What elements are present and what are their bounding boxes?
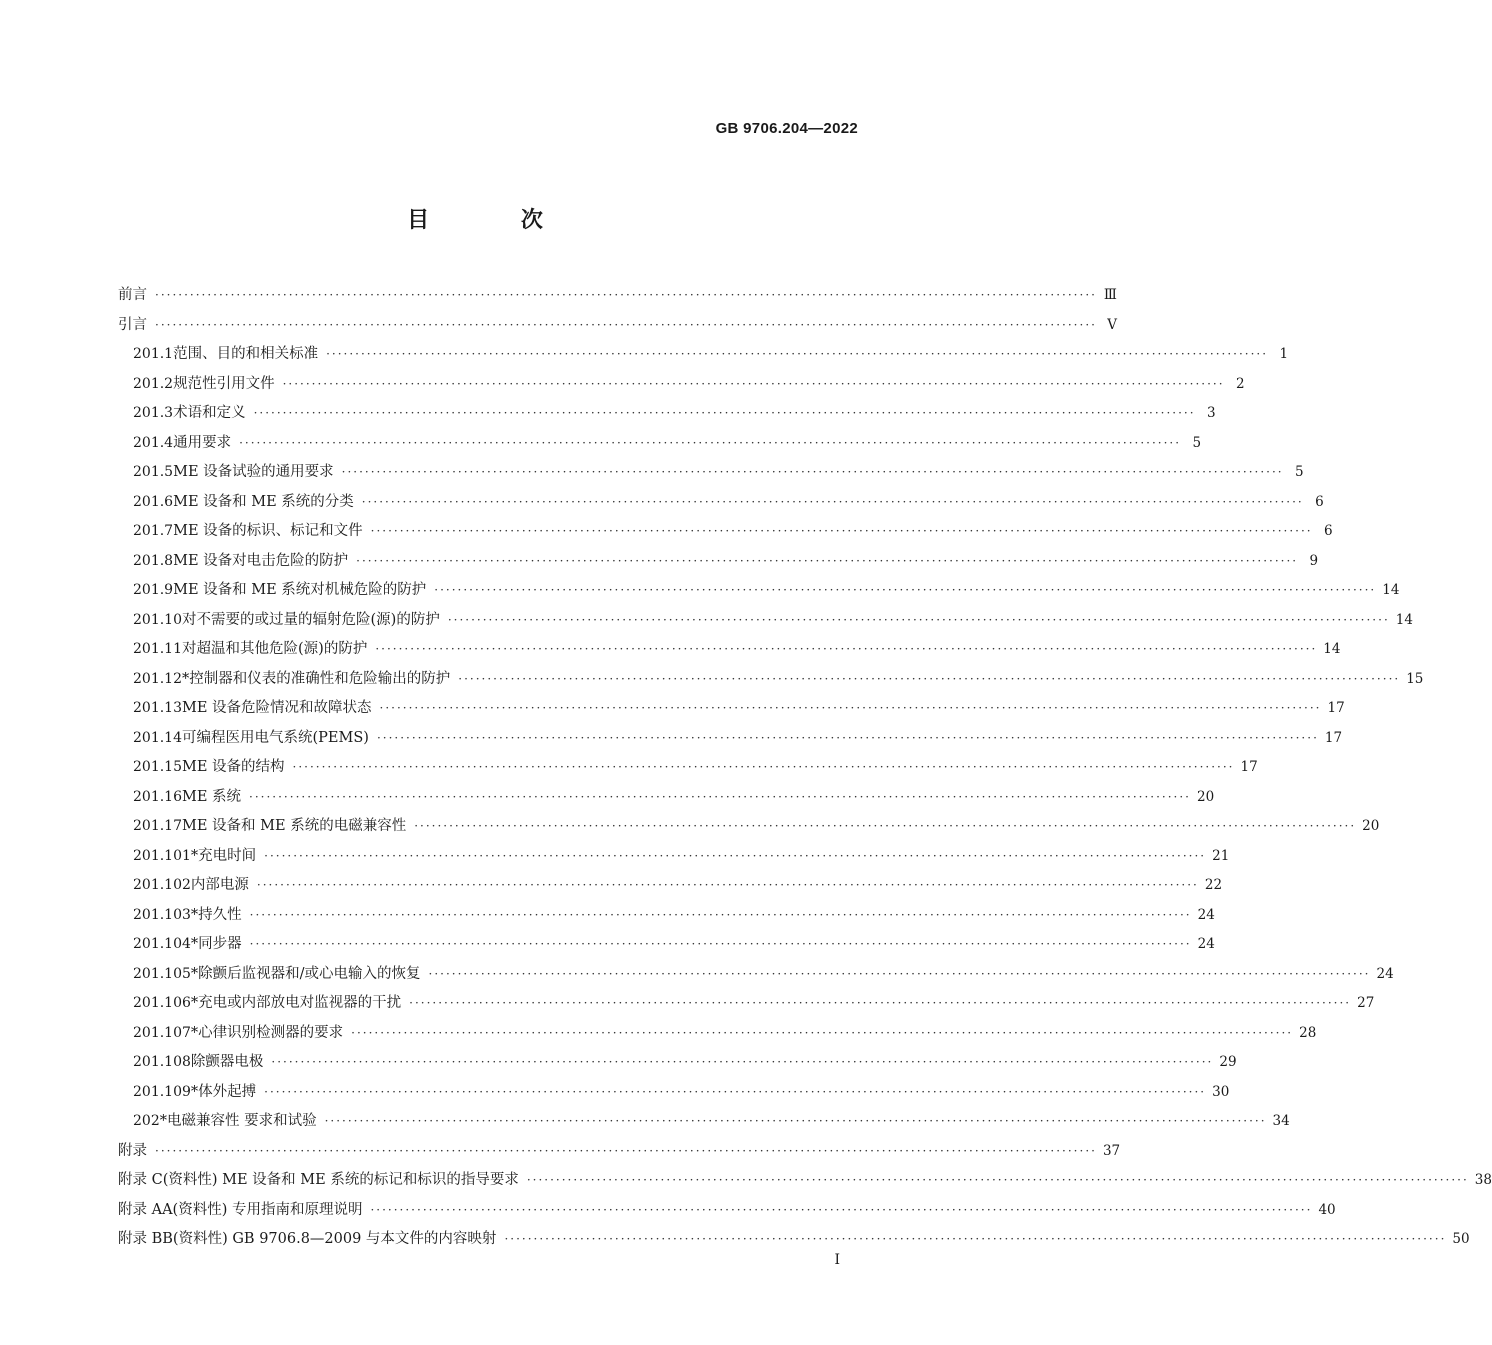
toc-entry-number: 201.101: [133, 847, 191, 864]
toc-leader-dots: [409, 996, 1351, 1010]
toc-entry[interactable]: [118, 1050, 1237, 1080]
toc-entry[interactable]: [118, 372, 1245, 402]
toc-entry-label: 通用要求: [173, 434, 232, 451]
toc-entry-label: *控制器和仪表的准确性和危险输出的防护: [182, 670, 451, 687]
toc-leader-dots: [504, 1232, 1446, 1246]
toc-entry-number: 201.107: [133, 1024, 191, 1041]
toc-entry[interactable]: [118, 342, 1289, 372]
page-title: 目 次: [407, 207, 585, 233]
toc-entry[interactable]: [118, 667, 1424, 697]
toc-leader-dots: [351, 1026, 1293, 1040]
toc-entry[interactable]: [118, 490, 1324, 520]
toc-entry-label: ME 设备和 ME 系统的分类: [173, 493, 354, 510]
toc-entry-page: 38: [1474, 1172, 1492, 1188]
toc-entry[interactable]: [118, 313, 1117, 343]
toc-entry[interactable]: [118, 785, 1215, 815]
toc-entry[interactable]: [118, 844, 1230, 874]
toc-leader-dots: [155, 318, 1097, 332]
toc-entry-label: *体外起搏: [190, 1083, 257, 1100]
toc-entry-page: 14: [1382, 582, 1400, 598]
toc-entry-number: 202: [133, 1113, 160, 1129]
toc-entry-number: 201.11: [133, 641, 182, 657]
toc-entry-page: 28: [1299, 1024, 1317, 1041]
toc-leader-dots: [527, 1173, 1469, 1187]
toc-entry-label: 术语和定义: [173, 405, 246, 421]
table-of-contents: [118, 283, 1492, 1257]
toc-entry-label: ME 设备和 ME 系统对机械危险的防护: [173, 582, 427, 598]
toc-entry[interactable]: [118, 1168, 1492, 1198]
toc-entry-page: 29: [1219, 1054, 1237, 1070]
toc-entry-number: 201.12: [133, 670, 182, 687]
toc-leader-dots: [371, 524, 1313, 538]
toc-leader-dots: [448, 613, 1390, 627]
toc-entry-label: 引言: [118, 316, 147, 333]
toc-leader-dots: [380, 701, 1322, 715]
toc-entry-page: 3: [1206, 405, 1216, 421]
toc-entry[interactable]: [118, 283, 1117, 313]
toc-entry-number: 201.2: [133, 375, 174, 392]
toc-entry-number: 201.4: [133, 434, 174, 451]
toc-entry-page: 17: [1327, 700, 1345, 716]
toc-entry-number: 201.3: [133, 405, 174, 421]
toc-entry[interactable]: [118, 696, 1345, 726]
toc-entry-number: 201.10: [133, 611, 182, 628]
toc-leader-dots: [250, 908, 1192, 922]
toc-entry-label: ME 设备的标识、标记和文件: [173, 523, 363, 539]
toc-entry[interactable]: [118, 578, 1400, 608]
toc-entry-page: 37: [1102, 1142, 1121, 1159]
toc-entry-number: 201.8: [133, 552, 174, 569]
toc-entry-label: *除颤后监视器和/或心电输入的恢复: [190, 965, 421, 982]
toc-leader-dots: [325, 1114, 1267, 1128]
toc-entry-page: 22: [1204, 877, 1223, 893]
toc-leader-dots: [429, 967, 1371, 981]
toc-entry[interactable]: [118, 549, 1319, 579]
toc-entry[interactable]: [118, 431, 1202, 461]
toc-entry[interactable]: [118, 814, 1380, 844]
toc-entry-label: *同步器: [190, 936, 242, 952]
toc-entry-page: 1: [1279, 346, 1289, 362]
toc-entry-page: 9: [1309, 552, 1319, 569]
toc-entry[interactable]: [118, 460, 1304, 490]
toc-leader-dots: [414, 819, 1356, 833]
toc-leader-dots: [356, 554, 1298, 568]
toc-leader-dots: [257, 878, 1199, 892]
toc-entry-label: 附录 C(资料性) ME 设备和 ME 系统的标记和标识的指导要求: [118, 1172, 519, 1188]
footer-page-number: I: [834, 1252, 840, 1268]
toc-entry-label: 对不需要的或过量的辐射危险(源)的防护: [182, 611, 440, 628]
toc-leader-dots: [434, 583, 1376, 597]
toc-entry-number: 201.108: [133, 1054, 191, 1070]
toc-leader-dots: [264, 849, 1206, 863]
toc-leader-dots: [254, 406, 1196, 420]
toc-entry-page: 15: [1406, 670, 1424, 687]
toc-entry-page: 14: [1395, 611, 1413, 628]
toc-entry-page: 5: [1295, 464, 1304, 480]
toc-entry-page: 24: [1376, 965, 1394, 982]
toc-entry[interactable]: [118, 637, 1341, 667]
toc-entry-page: 17: [1240, 759, 1258, 775]
toc-entry-page: 14: [1323, 641, 1341, 657]
toc-entry-page: 6: [1315, 493, 1324, 510]
toc-entry-page: 27: [1357, 995, 1375, 1011]
toc-leader-dots: [250, 937, 1192, 951]
toc-leader-dots: [370, 1203, 1312, 1217]
toc-entry-label: ME 设备危险情况和故障状态: [182, 700, 372, 716]
toc-entry[interactable]: [118, 873, 1223, 903]
toc-entry-label: ME 设备试验的通用要求: [173, 464, 334, 480]
toc-entry-number: 201.13: [133, 700, 182, 716]
toc-entry-number: 201.104: [133, 936, 191, 952]
toc-entry-label: ME 设备对电击危险的防护: [173, 552, 349, 569]
toc-entry-page: 24: [1197, 936, 1215, 952]
toc-entry-label: 规范性引用文件: [173, 375, 275, 392]
toc-leader-dots: [375, 642, 1317, 656]
toc-entry-label: ME 设备的结构: [182, 759, 285, 775]
toc-entry[interactable]: [118, 519, 1333, 549]
toc-entry-page: Ⅲ: [1103, 287, 1117, 303]
standard-code: GB 9706.204—2022: [715, 120, 858, 137]
toc-entry-number: 201.109: [133, 1083, 191, 1100]
toc-entry-page: 21: [1212, 847, 1230, 864]
toc-entry-number: 201.102: [133, 877, 191, 893]
toc-entry-number: 201.1: [133, 346, 174, 362]
toc-leader-dots: [155, 1144, 1097, 1158]
toc-leader-dots: [249, 790, 1191, 804]
toc-entry-label: 范围、目的和相关标准: [173, 346, 319, 362]
toc-entry[interactable]: [118, 991, 1375, 1021]
toc-entry-page: 30: [1212, 1083, 1230, 1100]
toc-entry-page: 17: [1324, 729, 1343, 746]
toc-entry-number: 201.14: [133, 729, 182, 746]
toc-entry-label: 附录 AA(资料性) 专用指南和原理说明: [118, 1201, 363, 1218]
toc-entry-number: 201.17: [133, 818, 182, 834]
toc-entry-page: 20: [1362, 818, 1380, 834]
toc-entry[interactable]: [118, 1198, 1336, 1228]
toc-leader-dots: [264, 1085, 1206, 1099]
toc-entry-number: 201.15: [133, 759, 182, 775]
toc-entry-label: *持久性: [190, 906, 242, 923]
toc-leader-dots: [342, 465, 1284, 479]
toc-entry-page: 40: [1318, 1201, 1336, 1218]
toc-leader-dots: [239, 436, 1181, 450]
toc-entry-number: 201.6: [133, 493, 174, 510]
toc-entry-number: 201.105: [133, 965, 191, 982]
toc-entry-label: 内部电源: [190, 877, 249, 893]
toc-entry-number: 201.106: [133, 995, 191, 1011]
toc-entry-page: 2: [1235, 375, 1245, 392]
toc-entry[interactable]: [118, 755, 1258, 785]
toc-entry-label: 对超温和其他危险(源)的防护: [182, 641, 368, 657]
toc-entry-label: 前言: [118, 287, 147, 303]
toc-entry-label: *充电时间: [190, 847, 257, 864]
toc-entry[interactable]: [118, 1080, 1230, 1110]
toc-entry-number: 201.16: [133, 788, 182, 805]
toc-entry-page: 34: [1272, 1113, 1290, 1129]
toc-entry[interactable]: [118, 932, 1215, 962]
toc-entry-label: ME 系统: [182, 788, 242, 805]
toc-leader-dots: [362, 495, 1304, 509]
toc-entry[interactable]: [118, 903, 1215, 933]
toc-entry-label: 附录 BB(资料性) GB 9706.8—2009 与本文件的内容映射: [118, 1231, 497, 1247]
toc-entry-page: 20: [1197, 788, 1215, 805]
toc-entry-page: 24: [1197, 906, 1215, 923]
toc-entry[interactable]: [118, 608, 1413, 638]
toc-entry-number: 201.103: [133, 906, 191, 923]
toc-entry-page: 5: [1192, 434, 1202, 451]
toc-entry-label: *电磁兼容性 要求和试验: [159, 1113, 317, 1129]
toc-entry-number: 201.5: [133, 464, 174, 480]
toc-entry-label: *心律识别检测器的要求: [190, 1024, 344, 1041]
toc-entry[interactable]: [118, 1227, 1470, 1257]
toc-leader-dots: [271, 1055, 1213, 1069]
toc-entry[interactable]: [118, 1021, 1317, 1051]
toc-leader-dots: [377, 731, 1319, 745]
toc-entry-page: 50: [1452, 1231, 1470, 1247]
toc-entry-label: ME 设备和 ME 系统的电磁兼容性: [182, 818, 407, 834]
toc-leader-dots: [326, 347, 1268, 361]
toc-entry[interactable]: [118, 726, 1343, 756]
toc-leader-dots: [283, 377, 1225, 391]
toc-entry-label: *充电或内部放电对监视器的干扰: [190, 995, 402, 1011]
toc-entry-number: 201.7: [133, 523, 174, 539]
toc-leader-dots: [155, 288, 1097, 302]
toc-entry-number: 201.9: [133, 582, 174, 598]
toc-entry-label: 除颤器电极: [190, 1054, 264, 1070]
toc-entry[interactable]: [118, 962, 1394, 992]
toc-entry-page: 6: [1324, 523, 1333, 539]
toc-leader-dots: [458, 672, 1400, 686]
toc-entry-label: 可编程医用电气系统(PEMS): [182, 729, 369, 746]
toc-leader-dots: [293, 760, 1235, 774]
toc-entry-label: 附录: [118, 1142, 147, 1159]
toc-entry[interactable]: [118, 1109, 1290, 1139]
toc-entry-page: Ⅴ: [1107, 316, 1117, 333]
toc-entry[interactable]: [118, 401, 1216, 431]
toc-entry[interactable]: [118, 1139, 1121, 1169]
